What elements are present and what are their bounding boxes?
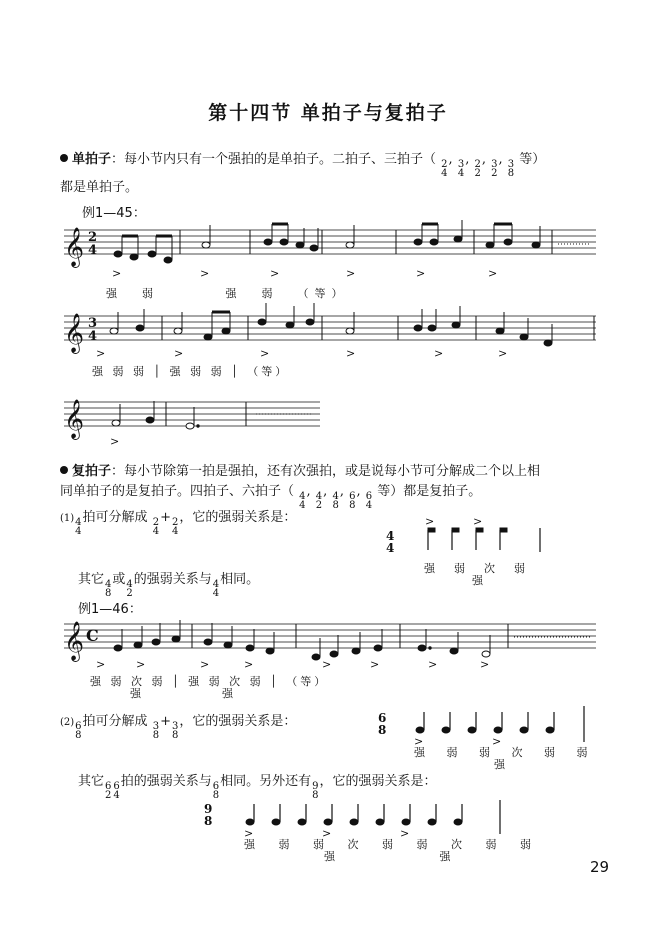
stress-caption: 强 弱 弱 │ 强 弱 弱 │ （等）: [92, 365, 290, 378]
treble-clef-icon: 𝄞: [64, 621, 85, 661]
svg-text:>: >: [346, 347, 356, 360]
staff-4: [64, 624, 596, 648]
time-sig-frac: 4 8: [332, 491, 339, 511]
single-meter-text-end: 等）: [519, 152, 546, 167]
svg-text:>: >: [200, 267, 210, 280]
time-sig-frac: 2 4: [441, 159, 448, 179]
svg-text:6: 6: [378, 711, 387, 725]
stress-caption: 强 弱 次 弱: [424, 562, 529, 575]
treble-clef-icon: 𝄞: [64, 313, 85, 353]
rhythm-9-8: [204, 800, 500, 840]
page-title: 第十四节 单拍子与复拍子: [208, 102, 448, 124]
svg-text:>: >: [136, 658, 146, 671]
svg-text:>: >: [244, 827, 254, 840]
notes-staff-2: [110, 303, 552, 346]
time-sig-frac: 3 2: [491, 159, 498, 179]
other-1: 其它 4 8 或 4 2 的强弱关系与 4 4 相同。: [78, 572, 260, 599]
single-meter-paragraph: 单拍子：每小节内只有一个强拍的是单拍子。二拍子、三拍子（ 2 4 , 3 4 , 2 2 , 3 2 , 3 8 等） 都是单拍子。: [60, 152, 546, 195]
svg-text:>: >: [110, 435, 120, 448]
notes-staff-1: [114, 220, 540, 263]
svg-text:>: >: [260, 347, 270, 360]
staff-1: [64, 230, 596, 254]
svg-text:>: >: [492, 735, 502, 748]
treble-clef-icon: 𝄞: [64, 227, 85, 267]
single-meter-text-2: 都是单拍子。: [60, 180, 139, 195]
time-sig-frac: 6 4: [365, 491, 373, 511]
svg-text:>: >: [434, 347, 444, 360]
svg-text:4: 4: [386, 541, 395, 555]
svg-text:>: >: [112, 267, 122, 280]
time-sig-frac: 2 2: [474, 159, 481, 179]
svg-text:8: 8: [204, 814, 213, 828]
svg-text:>: >: [174, 347, 184, 360]
svg-text:>: >: [498, 347, 508, 360]
treble-clef-icon: 𝄞: [64, 399, 85, 439]
staff-3: [64, 402, 320, 426]
stress-caption: 强 弱 弱 次 弱 弱 次 弱 弱: [244, 838, 541, 851]
single-meter-text: ：每小节内只有一个强拍的是单拍子。二拍子、三拍子（: [111, 152, 437, 167]
svg-text:8: 8: [378, 723, 387, 737]
svg-text:>: >: [473, 515, 483, 528]
svg-text:>: >: [488, 267, 498, 280]
compound-meter-text-end: 等）都是复拍子。: [377, 484, 482, 499]
stress-caption: 强 弱 强 弱 （等）: [106, 287, 349, 300]
single-meter-label: 单拍子: [72, 152, 112, 167]
svg-text:>: >: [270, 267, 280, 280]
svg-text:3: 3: [88, 316, 98, 331]
bullet-icon: [60, 466, 68, 474]
svg-text:2: 2: [88, 230, 98, 245]
stress-caption-sub: 强: [494, 758, 511, 771]
item-2: (2) 6 8 拍可分解成 3 8 + 3 8 ，它的强弱关系是：: [60, 714, 297, 741]
svg-text:>: >: [428, 658, 438, 671]
svg-text:4: 4: [386, 529, 395, 543]
notes-staff-4: [114, 620, 490, 660]
svg-text:>: >: [370, 658, 380, 671]
svg-text:>: >: [425, 515, 435, 528]
stress-caption-sub: 强 强: [324, 850, 461, 863]
example-label: 例1—46：: [78, 602, 142, 617]
svg-text:>: >: [346, 267, 356, 280]
stress-caption: 强 弱 次 弱 │ 强 弱 次 弱 │ （等）: [90, 675, 329, 688]
svg-text:>: >: [200, 658, 210, 671]
compound-meter-text: ：每小节除第一拍是强拍，还有次强拍，或是说每小节可分解成二个以上相: [111, 464, 541, 479]
stress-caption-sub: 强 强: [130, 687, 236, 700]
svg-text:>: >: [322, 658, 332, 671]
other-2: 其它 6 2 6 4 拍的强弱关系与 6 8 相同。另外还有 9 8 ，它的强弱关系是：: [78, 774, 437, 801]
svg-text:>: >: [244, 658, 254, 671]
compound-meter-paragraph: 复拍子：每小节除第一拍是强拍，还有次强拍，或是说每小节可分解成二个以上相 同单拍子的是复拍子。四拍子、六拍子（ 4 4 , 4 2 , 4 8 , 6 8 , 6 4 等）都是复拍子。: [60, 464, 541, 511]
page-number: 29: [590, 858, 610, 876]
stress-caption-sub: 强: [472, 574, 489, 587]
svg-text:>: >: [322, 827, 332, 840]
time-sig-frac: 4 2: [315, 491, 323, 511]
example-label: 例1—45：: [82, 206, 146, 221]
svg-text:>: >: [480, 658, 490, 671]
svg-text:>: >: [96, 658, 106, 671]
notes-staff-3: [112, 401, 199, 429]
time-sig-frac: 3 8: [507, 159, 515, 179]
time-sig-frac: 3 4: [457, 159, 465, 179]
svg-text:>: >: [400, 827, 410, 840]
stress-caption: 强 弱 弱 次 弱 弱: [414, 746, 597, 759]
rhythm-4-4: [386, 515, 540, 555]
svg-text:9: 9: [204, 802, 213, 816]
rhythm-6-8: [378, 706, 584, 748]
item-1: (1) 4 4 拍可分解成 2 4 + 2 4 ，它的强弱关系是：: [60, 510, 297, 537]
compound-meter-label: 复拍子: [72, 464, 112, 479]
svg-text:>: >: [416, 267, 426, 280]
time-sig-frac: 4 4: [299, 491, 306, 511]
svg-text:>: >: [414, 735, 424, 748]
time-sig-frac: 6 8: [349, 491, 356, 511]
svg-text:C: C: [86, 626, 99, 645]
compound-meter-text-2: 同单拍子的是复拍子。四拍子、六拍子（: [60, 484, 295, 499]
svg-text:4: 4: [88, 329, 98, 344]
svg-text:4: 4: [88, 243, 98, 258]
svg-text:>: >: [96, 347, 106, 360]
